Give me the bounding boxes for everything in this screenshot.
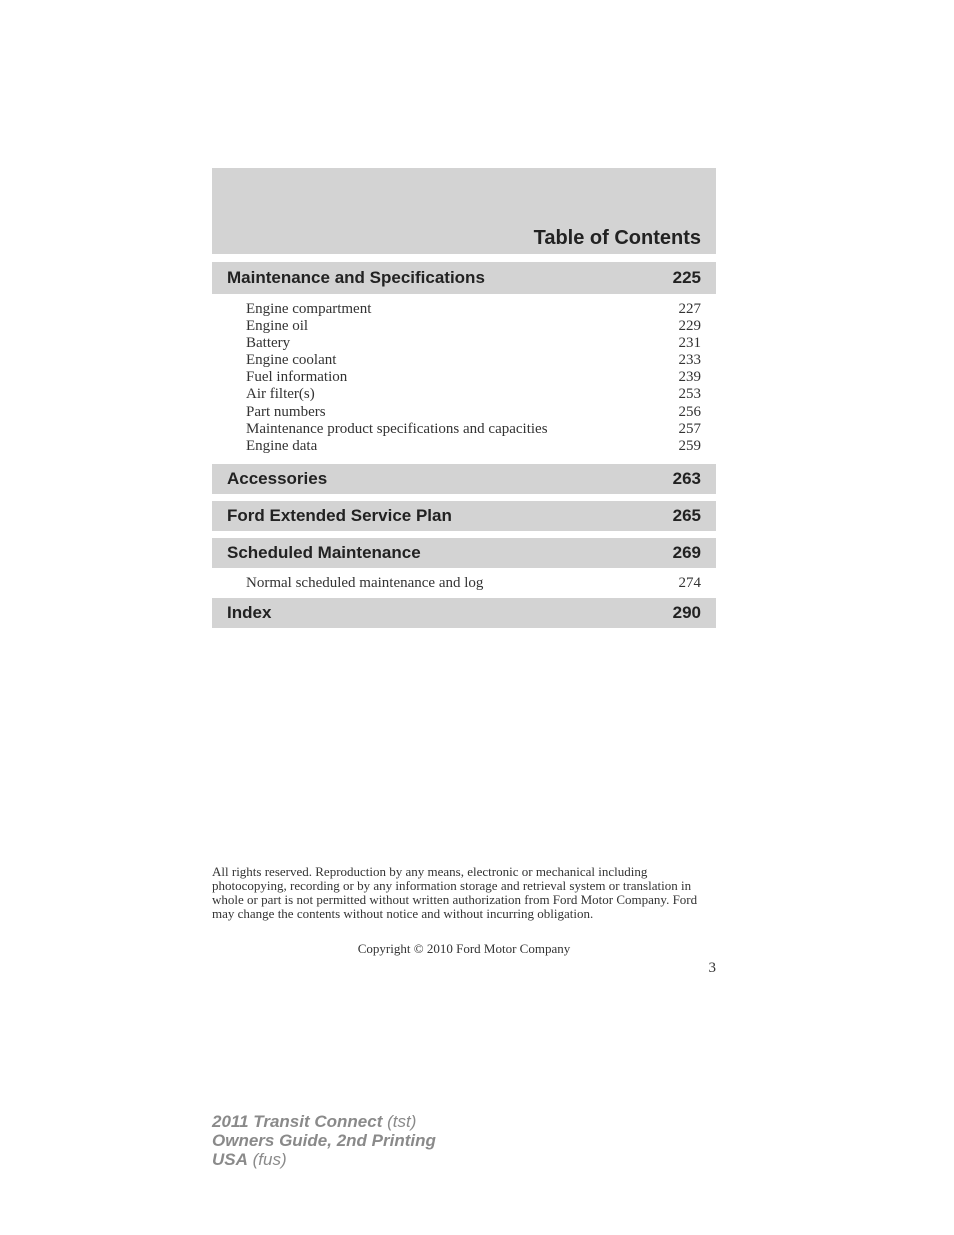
table-of-contents [212,168,716,628]
toc-section-index[interactable] [212,598,716,628]
section-title: Index [227,602,272,622]
item-page: 274 [678,574,701,591]
toc-section-maintenance[interactable] [212,262,716,294]
toc-title: Table of Contents [533,227,701,249]
model-name: 2011 Transit Connect [212,1112,383,1131]
item-page: 253 [678,386,701,403]
item-label: Engine coolant [246,352,337,369]
publication-info [212,1112,436,1169]
section-page: 265 [672,505,701,525]
item-label: Normal scheduled maintenance and log [246,574,484,591]
toc-item[interactable] [246,421,701,438]
item-label: Part numbers [246,403,326,420]
section-page: 263 [672,468,701,488]
section-title: Accessories [227,468,328,488]
item-label: Fuel information [246,369,348,386]
item-page: 239 [678,369,701,386]
guide-edition: Owners Guide, 2nd Printing [212,1131,436,1150]
toc-section-scheduled-maintenance[interactable] [212,538,716,568]
model-code: (tst) [387,1112,417,1131]
toc-section-accessories[interactable] [212,464,716,494]
section-title: Scheduled Maintenance [227,542,421,562]
toc-item[interactable] [246,369,701,386]
item-label: Engine compartment [246,301,372,317]
section-page: 290 [672,602,701,622]
section-title: Ford Extended Service Plan [227,505,452,525]
item-label: Maintenance product specifications and capacities [246,420,548,437]
toc-header [212,168,716,254]
section-title: Maintenance and Specifications [227,268,485,287]
item-page: 233 [678,352,701,369]
toc-item[interactable] [246,352,701,369]
toc-item[interactable] [246,318,701,335]
item-page: 231 [678,335,701,352]
toc-item[interactable] [246,301,701,318]
item-page: 229 [678,318,701,335]
market-name: USA [212,1150,248,1169]
section-page: 225 [672,268,701,287]
item-label: Battery [246,335,291,352]
toc-item[interactable] [246,335,701,352]
item-label: Engine data [246,437,318,454]
section-page: 269 [672,542,701,562]
toc-item[interactable] [246,438,701,455]
page-number: 3 [708,960,716,976]
section-items [212,294,716,458]
rights-notice: All rights reserved. Reproduction by any means, electronic or mechanical including photocopying, recording or by any information storage and retrieval system or translation in whole or part is not permitted without written authorization from Ford Motor Company. Ford may change the contents without notice and without incurring obligation. [212,864,698,921]
section-items [212,568,716,595]
toc-item[interactable] [246,404,701,421]
toc-item[interactable] [246,575,701,592]
toc-item[interactable] [246,386,701,403]
item-page: 257 [678,420,701,437]
item-label: Air filter(s) [246,386,315,403]
item-page: 259 [678,437,701,454]
market-code: (fus) [252,1150,287,1169]
copyright-line: Copyright © 2010 Ford Motor Company [357,941,571,956]
toc-section-extended-service-plan[interactable] [212,501,716,531]
item-label: Engine oil [246,318,309,335]
item-page: 256 [678,403,701,420]
item-page: 227 [678,301,701,317]
